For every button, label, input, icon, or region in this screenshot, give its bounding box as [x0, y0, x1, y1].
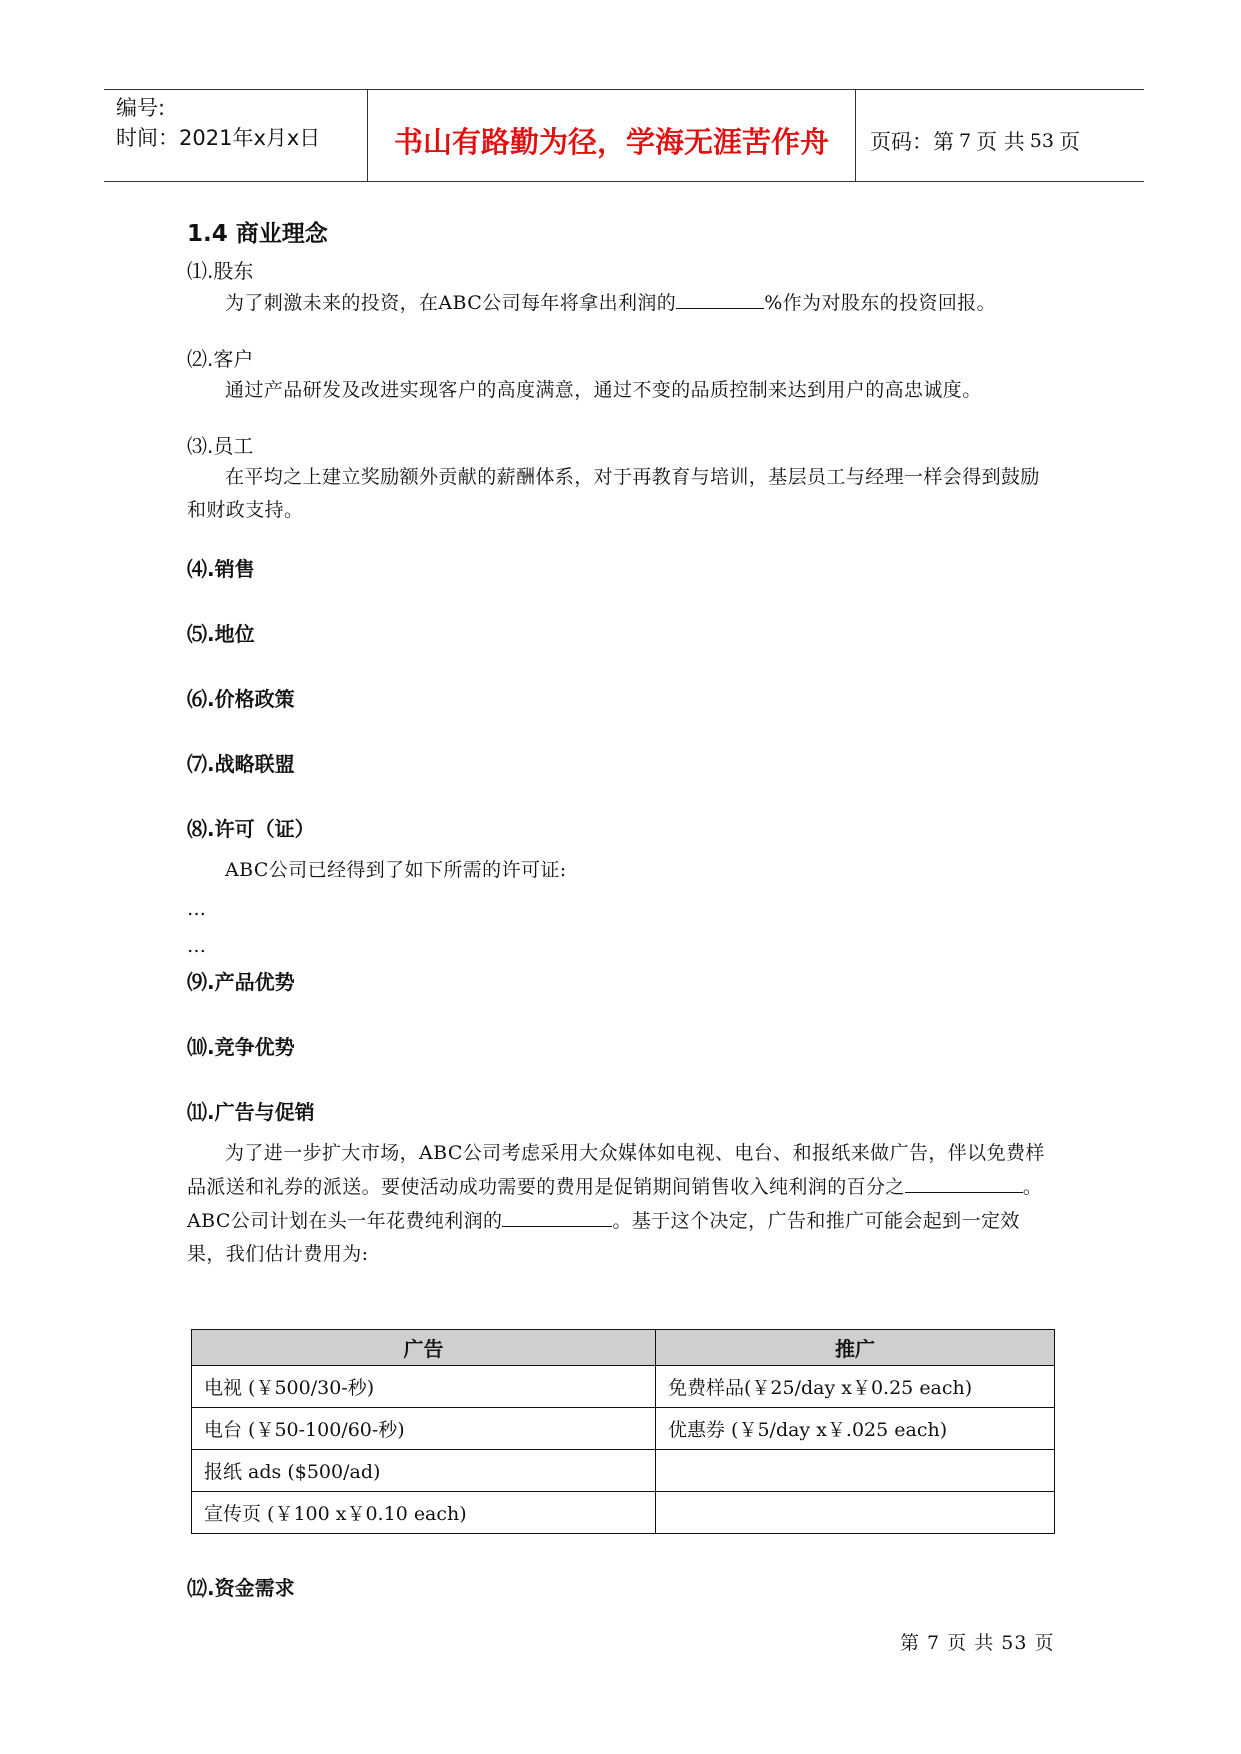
table-header-row — [192, 1330, 1055, 1366]
advertising-text-b: 。ABC公司计划在头一年花费纯利润的 — [187, 1176, 1043, 1232]
shareholders-paragraph — [187, 286, 1057, 320]
employees-paragraph: 在平均之上建立奖励额外贡献的薪酬体系，对于再教育与培训，基层员工与经理一样会得到鼓励和财政支持。 — [187, 466, 1040, 521]
blank-line — [502, 1204, 612, 1227]
customers-heading: ⑵.客户 — [187, 347, 254, 371]
ellipsis-line: … — [187, 898, 206, 920]
shareholders-text-b: %作为对股东的投资回报。 — [764, 292, 997, 314]
alliance-heading: ⑺.战略联盟 — [187, 752, 295, 776]
page-header — [104, 89, 1144, 182]
page-footer: 第 7 页 共 53 页 — [900, 1632, 1055, 1654]
table-cell-promo — [656, 1450, 1055, 1492]
table-cell-ad: 报纸 ads ($500/ad) — [192, 1450, 656, 1492]
column-header-ads: 广告 — [192, 1330, 656, 1366]
table-row — [192, 1366, 1055, 1408]
header-motto: 书山有路勤为径，学海无涯苦作舟 — [368, 90, 856, 181]
employees-heading: ⑶.员工 — [187, 434, 254, 458]
table-cell-promo: 优惠券 (￥5/day x￥.025 each) — [656, 1408, 1055, 1450]
funding-heading: ⑿.资金需求 — [187, 1576, 295, 1600]
document-time-label: 时间：2021年x月x日 — [116, 126, 321, 150]
section-title: 1.4 商业理念 — [187, 221, 328, 247]
table-row — [192, 1492, 1055, 1534]
table-cell-ad: 电视 (￥500/30-秒) — [192, 1366, 656, 1408]
shareholders-heading: ⑴.股东 — [187, 259, 254, 283]
blank-line — [905, 1170, 1023, 1193]
advertising-cost-table — [191, 1329, 1055, 1534]
position-heading: ⑸.地位 — [187, 622, 255, 646]
advertising-text-c: 。基于这个决定，广告和推广可能会起到一定效果，我们估计费用为: — [187, 1210, 1020, 1265]
advertising-text-a: 为了进一步扩大市场，ABC公司考虑采用大众媒体如电视、电台、和报纸来做广告，伴以免费样品派送和礼券的派送。要使活动成功需要的费用是促销期间销售收入纯利润的百分之 — [187, 1142, 1045, 1198]
page-mid-label: 页 共 — [976, 129, 1025, 154]
license-paragraph: ABC公司已经得到了如下所需的许可证: — [225, 859, 567, 881]
column-header-promo: 推广 — [656, 1330, 1055, 1366]
competitive-advantage-heading: ⑽.竞争优势 — [187, 1035, 295, 1059]
product-advantage-heading: ⑼.产品优势 — [187, 970, 295, 994]
header-meta — [104, 90, 368, 181]
ellipsis-line: … — [187, 935, 206, 957]
shareholders-text-a: 为了刺激未来的投资，在ABC公司每年将拿出利润的 — [225, 292, 677, 314]
customers-paragraph: 通过产品研发及改进实现客户的高度满意，通过不变的品质控制来达到用户的高忠诚度。 — [225, 379, 982, 401]
page-number: 7 — [959, 129, 972, 152]
table-row — [192, 1408, 1055, 1450]
table-cell-promo — [656, 1492, 1055, 1534]
document-number-label: 编号: — [116, 96, 166, 120]
page-label: 页码：第 — [870, 129, 954, 154]
table-cell-ad: 宣传页 (￥100 x￥0.10 each) — [192, 1492, 656, 1534]
advertising-paragraph — [187, 1137, 1057, 1271]
page-total: 53 — [1029, 129, 1054, 152]
advertising-heading: ⑾.广告与促销 — [187, 1100, 315, 1124]
blank-line — [676, 286, 764, 309]
header-page-info — [856, 90, 1144, 181]
pricing-heading: ⑹.价格政策 — [187, 687, 295, 711]
page-end-label: 页 — [1058, 129, 1080, 154]
table-cell-ad: 电台 (￥50-100/60-秒) — [192, 1408, 656, 1450]
license-heading: ⑻.许可（证） — [187, 817, 315, 841]
table-cell-promo: 免费样品(￥25/day x￥0.25 each) — [656, 1366, 1055, 1408]
document-body — [187, 212, 1057, 1271]
sales-heading: ⑷.销售 — [187, 557, 255, 581]
table-row — [192, 1450, 1055, 1492]
